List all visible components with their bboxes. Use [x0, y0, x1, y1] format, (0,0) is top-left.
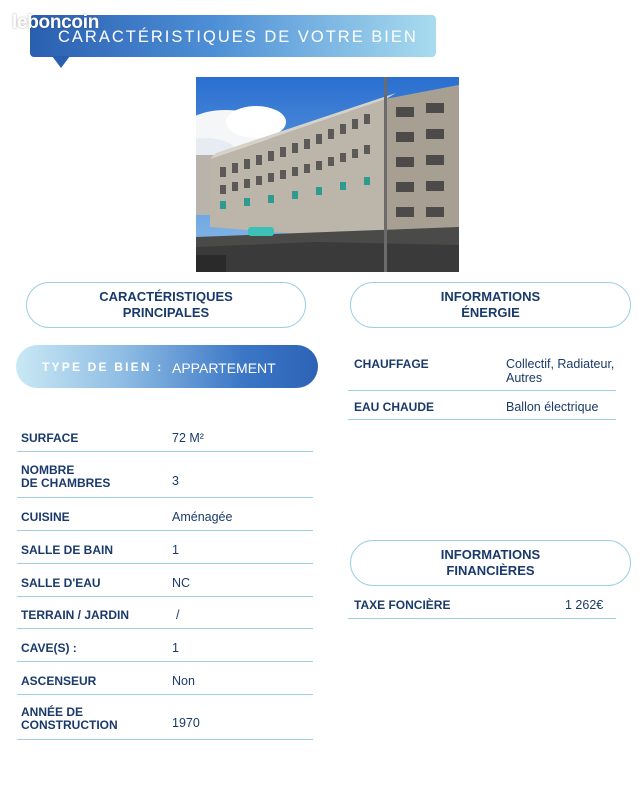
row-value: /	[176, 608, 180, 622]
section-finance-title: INFORMATIONS FINANCIÈRES	[440, 547, 541, 578]
row-value: 1970	[172, 716, 200, 730]
row-label: SALLE DE BAIN	[21, 543, 114, 557]
row-bathroom	[17, 531, 313, 564]
row-construction-year	[17, 695, 313, 740]
row-label: ANNÉE DE CONSTRUCTION	[21, 705, 118, 732]
row-value: Collectif, Radiateur, Autres	[506, 357, 615, 385]
row-label: TAXE FONCIÈRE	[354, 598, 451, 612]
leboncoin-logo: leboncoin	[12, 12, 100, 33]
row-value: 3	[172, 474, 179, 488]
row-label: SALLE D'EAU	[21, 576, 101, 590]
property-type-value: APPARTEMENT	[172, 360, 276, 376]
row-value: 1	[172, 543, 179, 557]
row-shower-room	[17, 564, 313, 597]
row-label: EAU CHAUDE	[354, 400, 435, 414]
row-label: ASCENSEUR	[21, 674, 97, 688]
property-photo	[196, 77, 459, 272]
row-property-tax	[348, 590, 616, 619]
row-value: NC	[172, 576, 191, 590]
banner-pointer	[52, 56, 70, 68]
row-bedrooms	[17, 452, 313, 498]
section-main-title: CARACTÉRISTIQUES PRINCIPALES	[99, 289, 233, 320]
row-label: CUISINE	[21, 510, 70, 524]
row-label: SURFACE	[21, 431, 79, 445]
section-energy-title: INFORMATIONS ÉNERGIE	[440, 289, 541, 320]
row-value: 1	[172, 641, 179, 655]
row-hot-water	[348, 391, 616, 420]
row-cellar	[17, 629, 313, 662]
row-label: NOMBRE DE CHAMBRES	[21, 463, 111, 490]
section-main-characteristics	[26, 282, 306, 328]
section-financial-info	[350, 540, 631, 586]
page-title: CARACTÉRISTIQUES DE VOTRE BIEN	[58, 28, 418, 46]
row-label: CAVE(S) :	[21, 641, 77, 655]
row-label: CHAUFFAGE	[354, 357, 429, 371]
row-value: Aménagée	[172, 510, 233, 524]
row-value: 72 M²	[172, 431, 204, 445]
row-value: Ballon électrique	[506, 400, 599, 414]
property-type-label: TYPE DE BIEN :	[42, 360, 164, 374]
row-heating	[348, 345, 616, 391]
row-kitchen	[17, 498, 313, 531]
row-garden	[17, 597, 313, 629]
row-surface	[17, 420, 313, 452]
row-label: TERRAIN / JARDIN	[21, 608, 130, 622]
row-value: Non	[172, 674, 195, 688]
row-elevator	[17, 662, 313, 695]
section-energy-info	[350, 282, 631, 328]
row-value: 1 262€	[565, 598, 604, 612]
